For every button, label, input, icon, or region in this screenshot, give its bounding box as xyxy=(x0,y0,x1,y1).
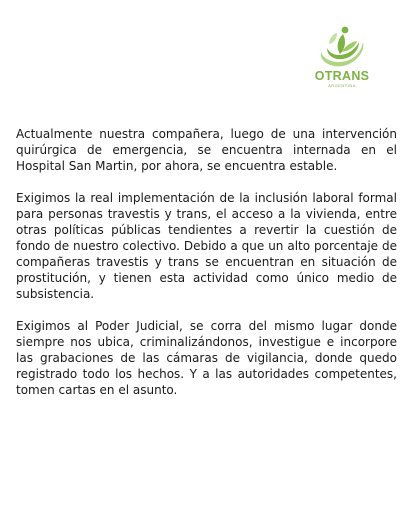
statement-body xyxy=(16,126,397,414)
logo-subtitle: ARGENTINA xyxy=(328,82,356,88)
paragraph-1: Actualmente nuestra compañera, luego de una intervención quirúrgica de emergencia, se encuentra internada en el Hospital San Martin, por ahora, se encuentra estable. xyxy=(16,127,397,173)
paragraph-3: Exigimos al Poder Judicial, se corra del mismo lugar donde siempre nos ubica, criminalizándonos, investigue e incorpore las grabaciones de las cámaras de vigilancia, donde quedo registrado todo los hechos. Y a las autoridades competentes, tomen cartas en el asunto. xyxy=(16,319,397,397)
paragraph-2: Exigimos la real implementación de la inclusión laboral formal para personas travestis y trans, el acceso a la vivienda, entre otras políticas públicas tendientes a revertir la cuestión de fondo de nuestro colectivo. Debido a que un alto porcentaje de compañeras travestis y trans se encuentran en situación de prostitución, y tienen esta actividad como único medio de subsistencia. xyxy=(16,191,397,301)
otrans-logo xyxy=(307,24,377,94)
logo-wordmark: OTRANS xyxy=(314,69,370,83)
otrans-figure-icon xyxy=(315,24,369,68)
